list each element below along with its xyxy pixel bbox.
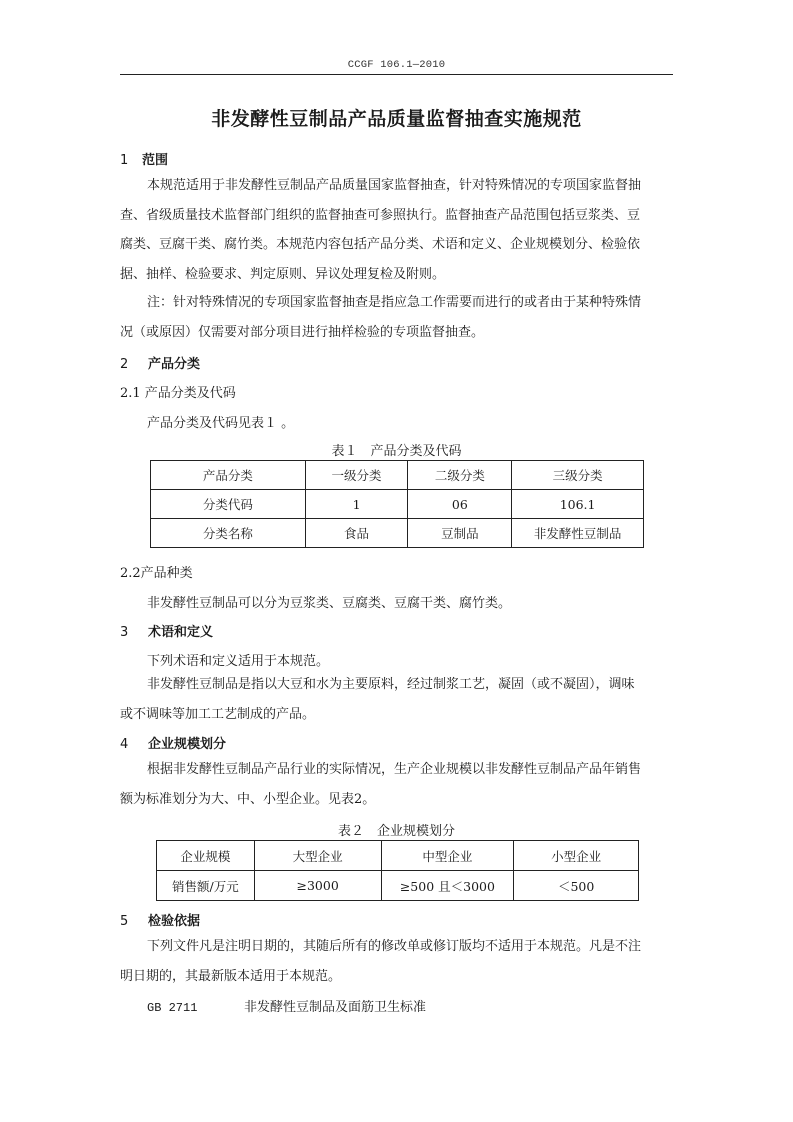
table-cell: 食品 — [305, 519, 408, 548]
table-cell: ＜500 — [514, 871, 639, 901]
section-number: 2 — [120, 357, 129, 372]
text-line: 况（或原因）仅需要对部分项目进行抽样检验的专项监督抽查。 — [120, 324, 485, 340]
table-header-row — [151, 461, 644, 490]
table-cell: 非发酵性豆制品 — [512, 519, 644, 548]
table-row — [151, 490, 644, 519]
table-cell: 分类名称 — [151, 519, 306, 548]
subsection-2-2-heading: 2.2产品种类 — [120, 566, 193, 581]
normative-reference — [147, 996, 426, 1015]
table-cell: 106.1 — [512, 490, 644, 519]
subsection-2-1-heading: 2.1 产品分类及代码 — [120, 386, 236, 401]
subsection-2-2-text: 非发酵性豆制品可以分为豆浆类、豆腐类、豆腐干类、腐竹类。 — [147, 596, 512, 611]
section-3-heading — [120, 621, 213, 640]
section-1-paragraph — [120, 171, 673, 289]
section-3-intro: 下列术语和定义适用于本规范。 — [147, 654, 330, 669]
text-line: 本规范适用于非发酵性豆制品产品质量国家监督抽查，针对特殊情况的专项国家监督抽 — [147, 178, 642, 193]
text-line: 腐类、豆腐干类、腐竹类。本规范内容包括产品分类、术语和定义、企业规模划分、检验依 — [120, 237, 641, 253]
table-row — [151, 519, 644, 548]
section-title: 企业规模划分 — [148, 737, 227, 752]
table-cell: 三级分类 — [512, 461, 644, 490]
table-2-caption: 表２ 企业规模划分 — [337, 824, 455, 839]
section-number: 1 — [120, 153, 129, 168]
text-line: 下列文件凡是注明日期的，其随后所有的修改单或修订版均不适用于本规范。凡是不注 — [147, 939, 642, 954]
section-title: 检验依据 — [148, 914, 201, 929]
section-number: 4 — [120, 737, 129, 752]
table-1-caption: 表１ 产品分类及代码 — [331, 444, 462, 459]
table-cell: 06 — [408, 490, 512, 519]
text-line: 查、省级质量技术监督部门组织的监督抽查可参照执行。监督抽查产品范围包括豆浆类、豆 — [120, 207, 641, 223]
header-rule — [120, 74, 673, 75]
table-cell: ≥3000 — [254, 871, 381, 901]
section-4-paragraph — [120, 755, 673, 814]
section-title: 产品分类 — [148, 357, 201, 372]
table-cell: 产品分类 — [151, 461, 306, 490]
subsection-2-1-text: 产品分类及代码见表１ 。 — [147, 416, 295, 431]
table-row — [157, 871, 639, 901]
reference-code: GB 2711 — [147, 1001, 198, 1015]
document-title: 非发酵性豆制品产品质量监督抽查实施规范 — [211, 108, 582, 130]
section-1-note — [120, 288, 673, 347]
section-title: 术语和定义 — [148, 625, 214, 640]
table-cell: 1 — [305, 490, 408, 519]
section-title: 范围 — [142, 153, 169, 168]
text-line: 明日期的，其最新版本适用于本规范。 — [120, 968, 342, 984]
section-5-paragraph — [120, 932, 673, 991]
text-line: 据、抽样、检验要求、判定原则、异议处理复检及附则。 — [120, 266, 446, 282]
table-cell: 豆制品 — [408, 519, 512, 548]
table-header-row — [157, 841, 639, 871]
product-classification-table — [150, 460, 644, 548]
enterprise-scale-table — [156, 840, 639, 901]
document-code-header: CCGF 106.1—2010 — [347, 59, 446, 71]
section-2-heading — [120, 353, 200, 372]
text-line: 或不调味等加工工艺制成的产品。 — [120, 706, 316, 722]
section-number: 3 — [120, 625, 129, 640]
section-1-heading — [120, 149, 168, 168]
table-cell: 二级分类 — [408, 461, 512, 490]
text-line: 根据非发酵性豆制品产品行业的实际情况，生产企业规模以非发酵性豆制品产品年销售 — [147, 762, 642, 777]
table-cell: 企业规模 — [157, 841, 255, 871]
section-4-heading — [120, 733, 226, 752]
section-3-definition — [120, 670, 673, 729]
reference-name: 非发酵性豆制品及面筋卫生标准 — [244, 1000, 427, 1015]
section-number: 5 — [120, 914, 129, 929]
text-line: 非发酵性豆制品是指以大豆和水为主要原料，经过制浆工艺，凝固（或不凝固），调味 — [147, 677, 635, 692]
table-cell: 一级分类 — [305, 461, 408, 490]
table-cell: ≥500 且＜3000 — [381, 871, 514, 901]
section-5-heading — [120, 910, 200, 929]
text-line: 注：针对特殊情况的专项国家监督抽查是指应急工作需要而进行的或者由于某种特殊情 — [147, 295, 642, 310]
table-cell: 大型企业 — [254, 841, 381, 871]
table-cell: 分类代码 — [151, 490, 306, 519]
table-cell: 中型企业 — [381, 841, 514, 871]
table-cell: 销售额/万元 — [157, 871, 255, 901]
text-line: 额为标准划分为大、中、小型企业。见表2。 — [120, 791, 376, 807]
table-cell: 小型企业 — [514, 841, 639, 871]
